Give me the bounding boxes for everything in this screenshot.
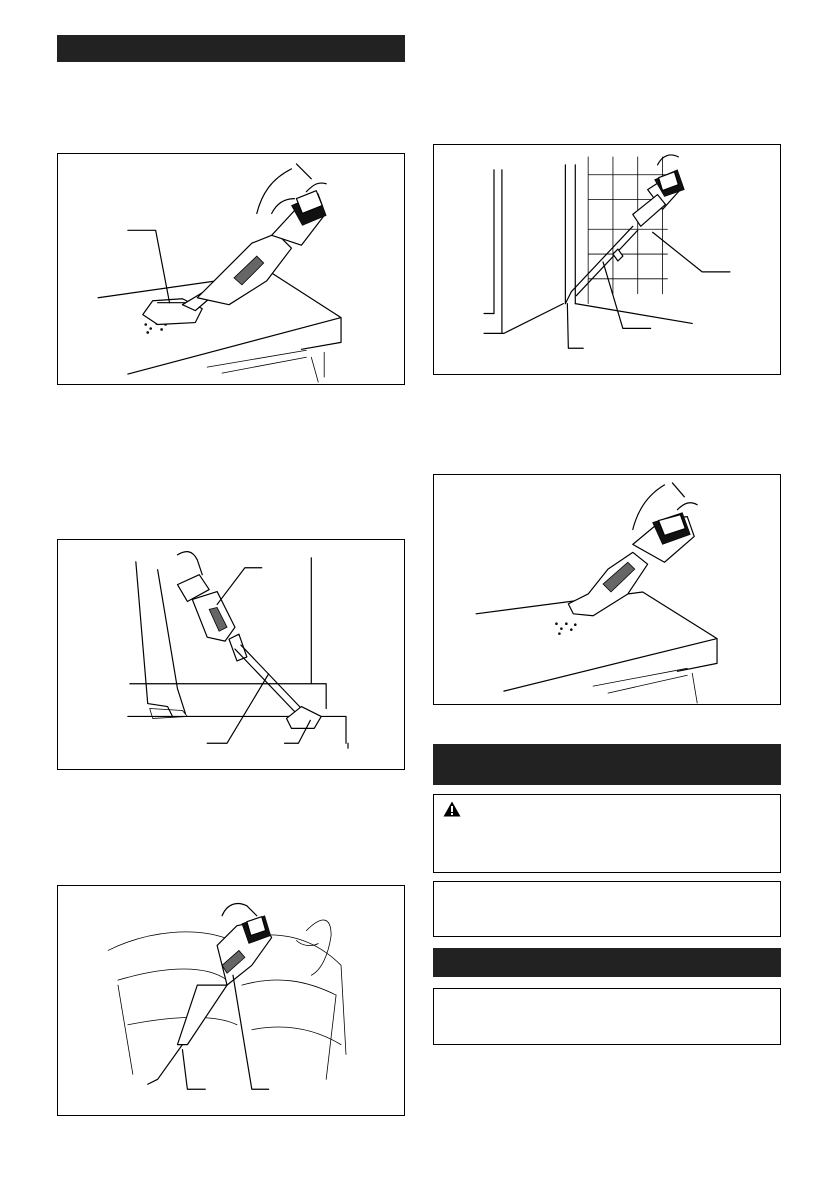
figure-pipe-floor <box>57 539 405 770</box>
warning-triangle-icon <box>443 801 461 817</box>
vacuum-floor-nozzle-illustration <box>58 154 404 384</box>
vacuum-window-illustration <box>434 145 780 374</box>
figure-direct-table <box>433 474 781 705</box>
vacuum-car-seat-illustration <box>58 886 404 1115</box>
figure-window-sill <box>433 144 781 375</box>
caution-box <box>433 794 781 873</box>
notice-box <box>433 881 781 937</box>
section-header-bar-left <box>57 35 405 62</box>
notice-box-2 <box>433 988 781 1045</box>
figure-car-seat <box>57 885 405 1116</box>
vacuum-direct-table-illustration <box>434 475 780 704</box>
figure-floor-nozzle-table <box>57 153 405 385</box>
vacuum-pipe-floor-illustration <box>58 540 404 769</box>
section-header-bar-right <box>433 744 781 785</box>
subsection-header-bar <box>433 948 781 977</box>
